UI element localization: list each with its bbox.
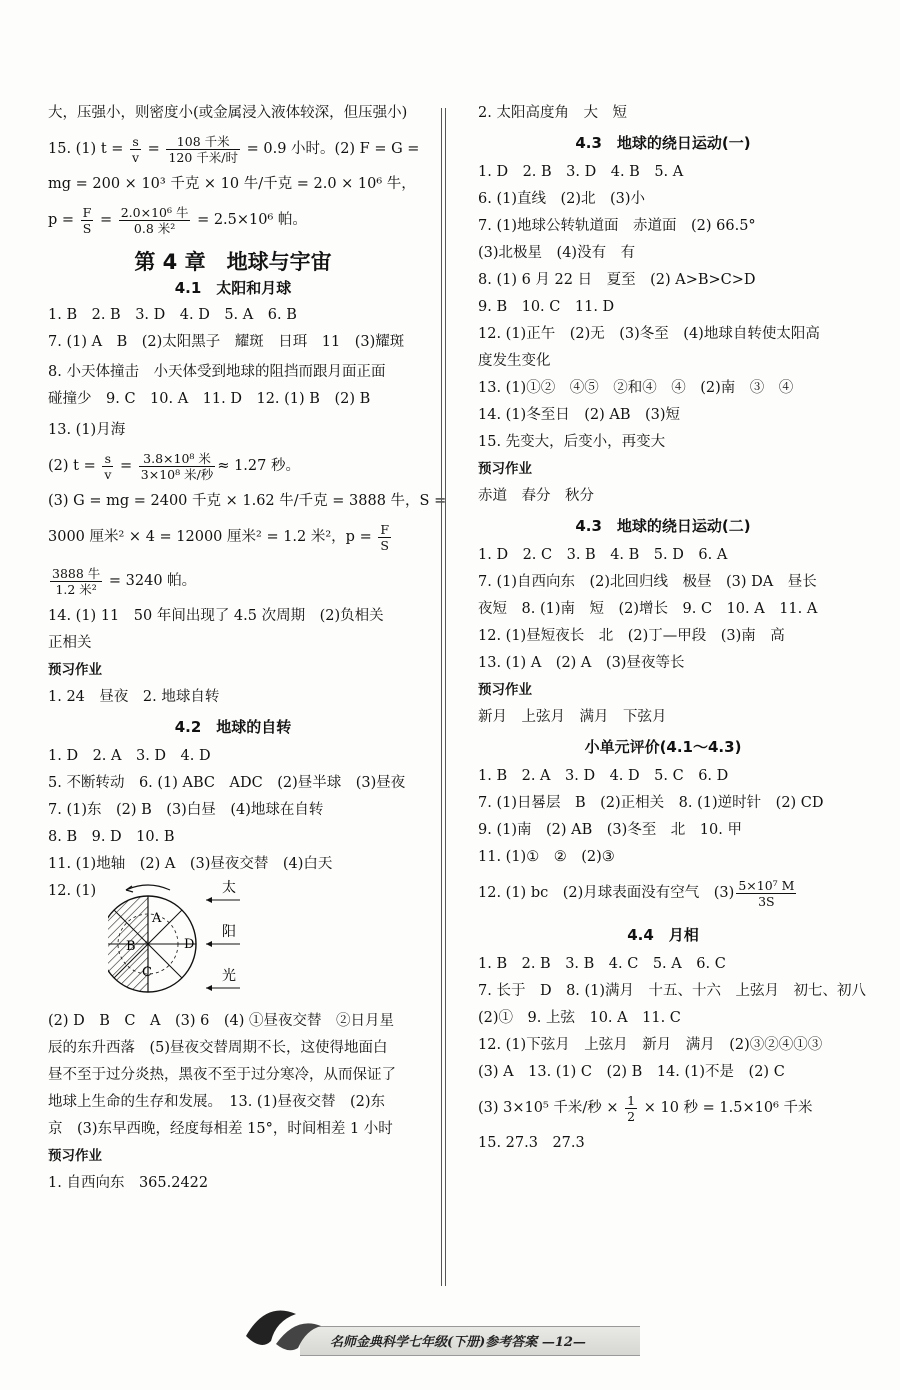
answer-line: 5. 不断转动 6. (1) ABC ADC (2)昼半球 (3)昼夜: [48, 775, 406, 791]
answer-line: (2)① 9. 上弦 10. A 11. C: [478, 1010, 681, 1026]
answer-line: 13. (1) A (2) A (3)昼夜等长: [478, 655, 685, 671]
section-title: 4.2 地球的自转: [174, 718, 292, 736]
answer-line: 正相关: [48, 635, 92, 651]
sunlight-label: 阳: [222, 924, 236, 940]
answer-line: 1. 自西向东 365.2422: [48, 1175, 209, 1191]
answer-line: 15. 先变大，后变小，再变大: [478, 434, 666, 450]
fraction: $\frac{s}{v}$: [104, 450, 112, 482]
answer-line: 15. 27.3 27.3: [478, 1135, 585, 1151]
answer-line: 度发生变化: [478, 353, 551, 369]
sunlight-label: 太: [222, 880, 236, 896]
answer-line: 辰的东升西落 (5)昼夜交替周期不长，这使得地面白: [48, 1040, 388, 1056]
answer-line: 7. (1)地球公转轨道面 赤道面 (2) 66.5°: [478, 218, 756, 234]
answer-line: 12. (1)正午 (2)无 (3)冬至 (4)地球自转使太阳高: [478, 326, 820, 342]
answer-line: 7. (1)自西向东 (2)北回归线 极昼 (3) DA 昼长: [478, 574, 817, 590]
section-title: 4.3 地球的绕日运动(一): [575, 134, 751, 152]
answer-q15-line3: p = $\frac{F}{S}$ = $\frac{\text{2.0×10⁶ 牛}}{\text{0.8 米²}}$ = 2.5×10⁶ 帕。: [48, 204, 307, 236]
answer-line: 碰撞少 9. C 10. A 11. D 12. (1) B (2) B: [48, 391, 371, 407]
fraction: $\frac{\text{2.0×10⁶ 牛}}{\text{0.8 米²}}$: [120, 204, 189, 236]
answer-line: 1. D 2. B 3. D 4. B 5. A: [478, 164, 684, 180]
answer-line: 7. (1)日晷层 B (2)正相关 8. (1)逆时针 (2) CD: [478, 795, 824, 811]
answer-line: (3) G = mg = 2400 千克 × 1.62 牛/千克 = 3888 牛，S =: [48, 493, 447, 509]
answer-q13-line5: $\frac{\text{3888 牛}}{\text{1.2 米²}}$ = 3240 帕。: [52, 565, 197, 597]
answer-line: 11. (1)地轴 (2) A (3)昼夜交替 (4)白天: [48, 856, 333, 872]
answer-line: 1. D 2. C 3. B 4. B 5. D 6. A: [478, 547, 728, 563]
right-column: [478, 100, 867, 1157]
answer-line: 13. (1)月海: [48, 422, 126, 438]
earth-rotation-diagram: 12. (1) A B C D 太 阳 光: [48, 878, 418, 1004]
fraction: $\frac{\text{3.8×10⁸ 米}}{\text{3×10⁸ 米/秒}}$: [140, 450, 214, 482]
preview-heading: 预习作业: [48, 662, 102, 678]
chapter-title: 第 4 章 地球与宇宙: [134, 250, 332, 274]
answer-line: mg = 200 × 10³ 千克 × 10 牛/千克 = 2.0 × 10⁶ 牛，: [48, 176, 416, 192]
answer-line: 1. B 2. A 3. D 4. D 5. C 6. D: [478, 768, 729, 784]
answer-line: 京 (3)东早西晚，经度每相差 15°，时间相差 1 小时: [48, 1121, 393, 1137]
answer-line: 9. (1)南 (2) AB (3)冬至 北 10. 甲: [478, 822, 742, 838]
section-title: 4.4 月相: [627, 926, 699, 944]
answer-line: (3) A 13. (1) C (2) B 14. (1)不是 (2) C: [478, 1064, 785, 1080]
answer-line: 7. (1)东 (2) B (3)白昼 (4)地球在自转: [48, 802, 324, 818]
answer-line: 12. (1)昼短夜长 北 (2)丁—甲段 (3)南 高: [478, 628, 785, 644]
sunlight-label: 光: [222, 968, 236, 984]
answer-line: 14. (1)冬至日 (2) AB (3)短: [478, 407, 681, 423]
section-title: 小单元评价(4.1～4.3): [584, 738, 742, 756]
fraction: $\frac{\text{5×10⁷ M}}{3S}$: [738, 877, 795, 909]
answer-line: 8. B 9. D 10. B: [48, 829, 175, 845]
fraction: $\frac{1}{2}$: [627, 1092, 636, 1124]
answer-q13-line2: (2) t = $\frac{s}{v}$ = $\frac{\text{3.8×10⁸ 米}}{\text{3×10⁸ 米/秒}}$ ≈ 1.27 秒。: [48, 450, 300, 482]
answer-line: 13. (1)①② ④⑤ ②和④ ④ (2)南 ③ ④: [478, 380, 794, 396]
earth-diagram: [108, 878, 248, 1004]
answer-line: 7. (1) A B (2)太阳黑子 耀斑 日珥 11 (3)耀斑: [48, 334, 405, 350]
section-title: 4.3 地球的绕日运动(二): [575, 517, 751, 535]
answer-line: 地球上生命的生存和发展。 13. (1)昼夜交替 (2)东: [48, 1094, 385, 1110]
answer-e12-line: 12. (1) bc (2)月球表面没有空气 (3) $\frac{\text{5×10⁷ M}}{3S}$: [478, 877, 795, 909]
answer-line: 9. B 10. C 11. D: [478, 299, 615, 315]
rotation-arrow: [126, 885, 170, 890]
answer-line: (2) D B C A (3) 6 (4) ①昼夜交替 ②日月星: [48, 1013, 395, 1029]
answer-line: 大，压强小，则密度小(或金属浸入液体较深，但压强小): [48, 105, 408, 121]
answer-line: 1. 24 昼夜 2. 地球自转: [48, 689, 220, 705]
point-a: A: [152, 911, 162, 926]
answer-line: (3)北极星 (4)没有 有: [478, 245, 636, 261]
answer-line: 11. (1)① ② (2)③: [478, 849, 615, 865]
fraction: $\frac{F}{S}$: [380, 521, 390, 553]
fraction: $\frac{s}{v}$: [132, 133, 140, 165]
answer-line: 8. (1) 6 月 22 日 夏至 (2) A>B>C>D: [478, 272, 756, 288]
fraction: $\frac{\text{108 千米}}{\text{120 千米/时}}$: [168, 133, 238, 165]
answer-line: 新月 上弦月 满月 下弦月: [478, 709, 667, 725]
answer-line: 6. (1)直线 (2)北 (3)小: [478, 191, 646, 207]
publisher-logo: [236, 1296, 326, 1356]
left-column: [48, 100, 447, 1197]
answer-line: 1. B 2. B 3. B 4. C 5. A 6. C: [478, 956, 726, 972]
answer-line: 1. B 2. B 3. D 4. D 5. A 6. B: [48, 307, 297, 323]
answer-q13-line4: 3000 厘米² × 4 = 12000 厘米² = 1.2 米²，p = $\frac{F}{S}$: [48, 521, 390, 553]
fraction: $\frac{F}{S}$: [82, 204, 92, 236]
answer-line: 赤道 春分 秋分: [478, 488, 594, 504]
footer-text: 名师金典科学七年级(下册)参考答案 —12—: [330, 1335, 586, 1350]
preview-heading: 预习作业: [478, 461, 532, 477]
answer-f13-line: (3) 3×10⁵ 千米/秒 × $\frac{1}{2}$ × 10 秒 = 1.5×10⁶ 千米: [478, 1092, 813, 1124]
answer-line: 昼不至于过分炎热，黑夜不至于过分寒冷，从而保证了: [48, 1067, 396, 1083]
column-divider: [441, 108, 446, 1286]
section-title: 4.1 太阳和月球: [174, 279, 292, 297]
preview-heading: 预习作业: [48, 1148, 102, 1164]
answer-line: 夜短 8. (1)南 短 (2)增长 9. C 10. A 11. A: [478, 601, 818, 617]
preview-heading: 预习作业: [478, 682, 532, 698]
answer-line: 14. (1) 11 50 年间出现了 4.5 次周期 (2)负相关: [48, 608, 384, 624]
point-c: C: [142, 965, 152, 980]
answer-line: 2. 太阳高度角 大 短: [478, 105, 627, 121]
answer-line: 1. D 2. A 3. D 4. D: [48, 748, 211, 764]
point-b: B: [126, 939, 136, 954]
answer-line: 7. 长于 D 8. (1)满月 十五、十六 上弦月 初七、初八: [478, 983, 867, 999]
answer-line: 8. 小天体撞击 小天体受到地球的阻挡而跟月面正面: [48, 364, 386, 380]
answer-line: 12. (1)下弦月 上弦月 新月 满月 (2)③②④①③: [478, 1037, 823, 1053]
fraction: $\frac{\text{3888 牛}}{\text{1.2 米²}}$: [52, 565, 101, 597]
answer-q15-line1: 15. (1) t = $\frac{s}{v}$ = $\frac{\text{108 千米}}{\text{120 千米/时}}$ = 0.9 小时。(2) F = G =: [48, 133, 420, 165]
point-d: D: [184, 937, 195, 952]
